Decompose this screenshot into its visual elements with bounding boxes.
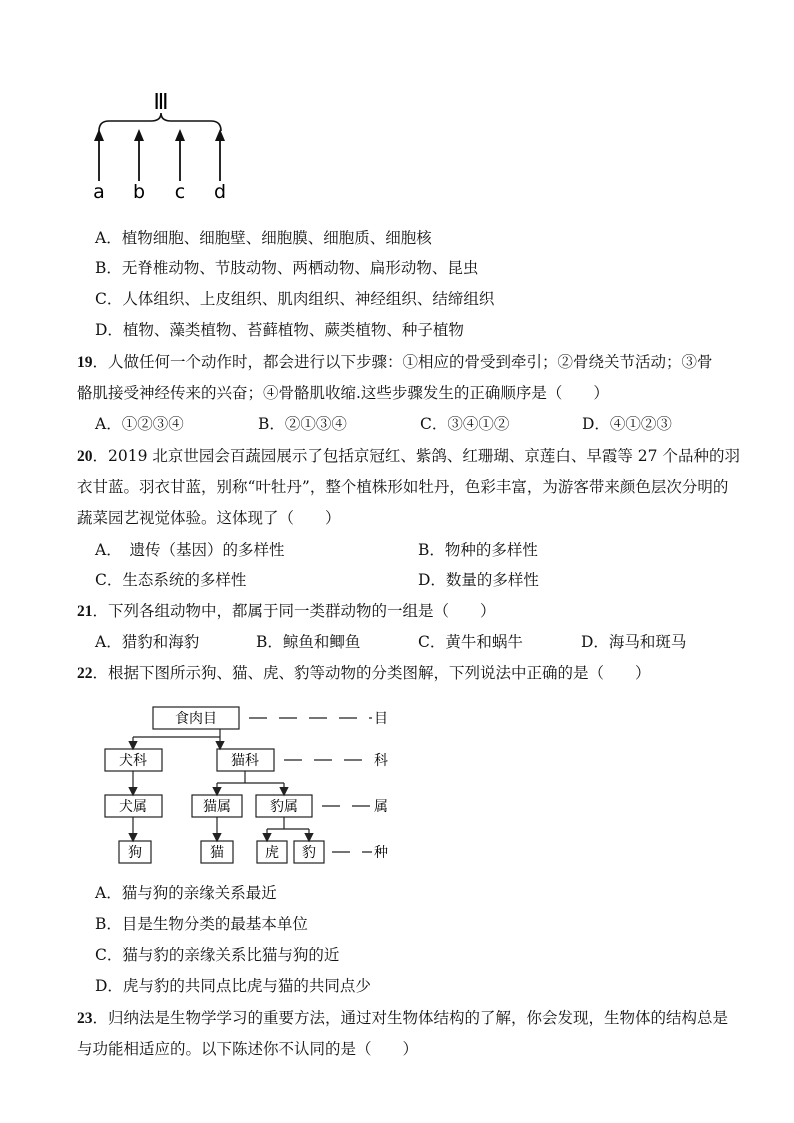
q23-stem-line2: 与功能相适应的。以下陈述你不认同的是（ ） <box>77 1040 419 1058</box>
q21-option-b: B．鲸鱼和鲫鱼 <box>256 633 361 651</box>
family-label-dog: 犬科 <box>119 753 147 769</box>
arrow-label-d: d <box>213 181 227 203</box>
q18-option-a: A．植物细胞、细胞壁、细胞膜、细胞质、细胞核 <box>95 229 432 247</box>
rank-label-species: 种 <box>374 845 388 861</box>
q18-option-d: D．植物、藻类植物、苔藓植物、蕨类植物、种子植物 <box>95 321 464 339</box>
q22-option-a: A．猫与狗的亲缘关系最近 <box>95 884 277 902</box>
q22-option-d: D．虎与豹的共同点比虎与猫的共同点少 <box>95 977 371 995</box>
species-label-tiger: 虎 <box>265 845 279 861</box>
rank-label-order: 目 <box>374 711 388 727</box>
q20-stem-line1 <box>77 446 740 467</box>
q21-text-1: ．下列各组动物中，都属于同一类群动物的一组是（ ） <box>92 602 496 620</box>
q21-option-d: D．海马和斑马 <box>581 633 687 651</box>
q22-option-c: C．猫与豹的亲缘关系比猫与狗的近 <box>95 946 340 964</box>
rank-label-genus: 属 <box>374 799 388 815</box>
q20-option-c: C．生态系统的多样性 <box>95 571 247 589</box>
q20-option-d: D．数量的多样性 <box>418 571 539 589</box>
q18-option-b: B．无脊椎动物、节肢动物、两栖动物、扁形动物、昆虫 <box>95 259 479 277</box>
arrow-d <box>215 129 225 181</box>
rank-label-family: 科 <box>374 753 388 769</box>
family-label-cat: 猫科 <box>231 753 259 769</box>
q20-option-a: A． 遗传（基因）的多样性 <box>95 541 285 559</box>
arrow-label-a: a <box>93 181 105 203</box>
q20-text-1: ．2019 北京世园会百蔬园展示了包括京冠红、紫鸽、红珊瑚、京莲白、早霞等 27 个品种的羽 <box>92 447 740 465</box>
q21-option-c: C．黄牛和蜗牛 <box>418 633 523 651</box>
arrow-c <box>175 129 185 181</box>
group-label-III: Ⅲ <box>153 89 169 114</box>
order-label: 食肉目 <box>175 711 217 727</box>
q22-text-1: ．根据下图所示狗、猫、虎、豹等动物的分类图解，下列说法中正确的是（ ） <box>92 664 651 682</box>
species-label-dog: 狗 <box>128 845 142 861</box>
q22-option-b: B．目是生物分类的最基本单位 <box>95 915 308 933</box>
q18-option-c: C．人体组织、上皮组织、肌肉组织、神经组织、结缔组织 <box>95 290 495 308</box>
q18-figure <box>85 85 245 205</box>
arrow-b <box>134 129 144 181</box>
q19-option-b: B．②①③④ <box>258 415 347 433</box>
q19-option-c: C．③④①② <box>420 415 510 433</box>
diagram-connectors <box>133 729 309 840</box>
arrow-label-c: c <box>174 181 186 203</box>
genus-label-dog: 犬属 <box>119 799 147 815</box>
q19-text-1: ．人做任何一个动作时，都会进行以下步骤：①相应的骨受到牵引；②骨绕关节活动；③骨 <box>92 353 713 371</box>
q23-text-1: ．归纳法是生物学学习的重要方法，通过对生物体结构的了解，你会发现，生物体的结构总是 <box>92 1009 729 1027</box>
q19-option-d: D．④①②③ <box>582 415 672 433</box>
brace <box>99 113 221 131</box>
q20-stem-line3: 蔬菜园艺视觉体验。这体现了（ ） <box>77 509 341 527</box>
species-label-cat: 猫 <box>210 845 224 861</box>
q23-number: 23 <box>77 1010 93 1027</box>
genus-label-leopard: 豹属 <box>270 799 298 815</box>
classification-diagram <box>100 700 400 868</box>
q19-stem-line2: 骼肌接受神经传来的兴奋；④骨骼肌收缩.这些步骤发生的正确顺序是（ ） <box>77 384 609 402</box>
species-label-leopard: 豹 <box>302 845 316 861</box>
arrow-label-b: b <box>132 181 146 203</box>
q21-stem-line1 <box>77 601 496 622</box>
q20-option-b: B．物种的多样性 <box>418 541 538 559</box>
q22-number: 22 <box>77 665 93 682</box>
genus-label-cat: 猫属 <box>203 799 231 815</box>
q20-stem-line2: 衣甘蓝。羽衣甘蓝，别称“叶牡丹”，整个植株形如牡丹，色彩丰富，为游客带来颜色层次分明的 <box>77 478 729 496</box>
q20-number: 20 <box>77 448 93 465</box>
q19-stem-line1 <box>77 352 713 373</box>
q19-option-a: A．①②③④ <box>95 415 184 433</box>
q21-number: 21 <box>77 603 93 620</box>
q21-option-a: A．猎豹和海豹 <box>95 633 200 651</box>
arrow-a <box>94 129 104 181</box>
q19-number: 19 <box>77 354 93 371</box>
q23-stem-line1 <box>77 1008 728 1029</box>
q22-stem-line1 <box>77 663 651 684</box>
